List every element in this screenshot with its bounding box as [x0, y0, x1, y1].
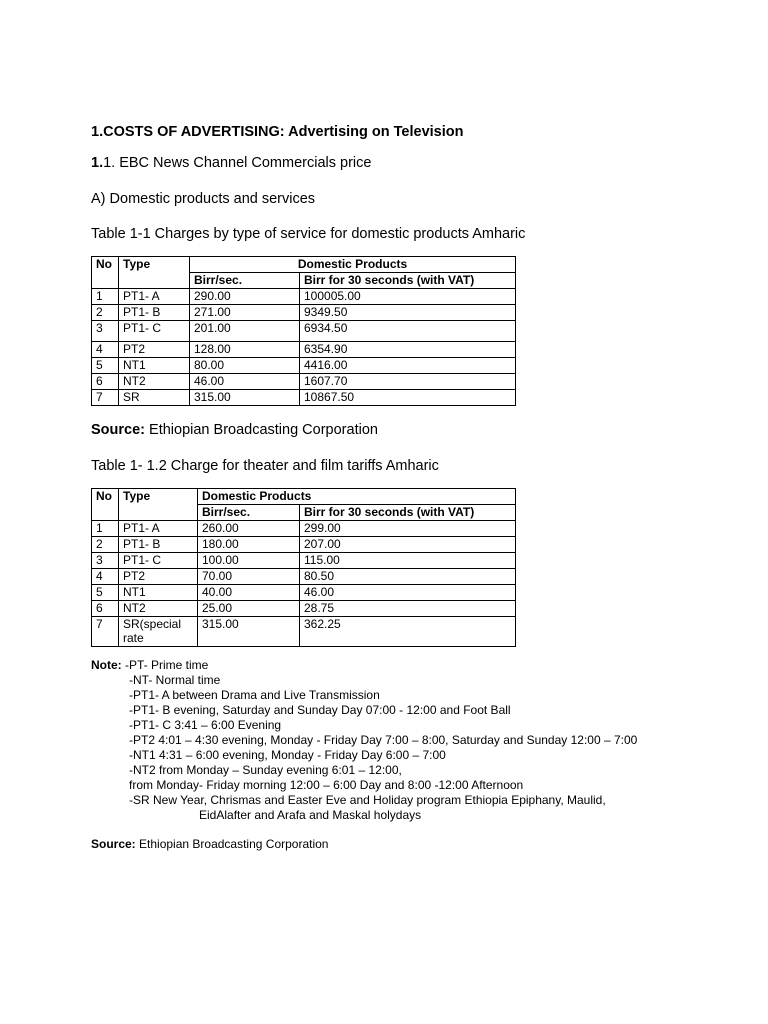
table-row — [92, 553, 516, 569]
source-2: Source: Ethiopian Broadcasting Corporation — [91, 837, 329, 851]
cell-birr-sec: 315.00 — [190, 390, 300, 406]
note-line: -SR New Year, Chrismas and Easter Eve and Holiday program Ethiopia Epiphany, Maulid, — [129, 793, 606, 807]
cell-no: 6 — [92, 601, 119, 617]
cell-birr-30: 100005.00 — [300, 289, 516, 305]
cell-birr-30: 1607.70 — [300, 374, 516, 390]
cell-no: 4 — [92, 569, 119, 585]
cell-birr-sec: 260.00 — [198, 521, 300, 537]
table-row — [92, 374, 516, 390]
cell-type: SR(special rate — [119, 617, 198, 647]
cell-no: 4 — [92, 342, 119, 358]
table-row — [92, 569, 516, 585]
cell-no: 2 — [92, 305, 119, 321]
subheading: 1.1. EBC News Channel Commercials price — [91, 155, 372, 171]
table-row — [92, 289, 516, 305]
cell-birr-30: 28.75 — [300, 601, 516, 617]
table2-caption: Table 1- 1.2 Charge for theater and film tariffs Amharic — [91, 458, 439, 474]
table-row — [92, 617, 516, 647]
note-line: EidAlafter and Arafa and Maskal holydays — [199, 808, 422, 822]
table1-header-birr-30: Birr for 30 seconds (with VAT) — [300, 273, 516, 289]
cell-no: 3 — [92, 553, 119, 569]
cell-no: 7 — [92, 390, 119, 406]
cell-birr-30: 9349.50 — [300, 305, 516, 321]
source-1: Source: Ethiopian Broadcasting Corporation — [91, 422, 378, 438]
cell-no: 7 — [92, 617, 119, 647]
table-row — [92, 521, 516, 537]
cell-birr-sec: 46.00 — [190, 374, 300, 390]
table2-header-no: No — [92, 489, 119, 521]
cell-no: 6 — [92, 374, 119, 390]
table2-header-group: Domestic Products — [198, 489, 516, 505]
cell-type: PT2 — [119, 569, 198, 585]
cell-birr-sec: 290.00 — [190, 289, 300, 305]
cell-type: NT1 — [119, 358, 190, 374]
table-row — [92, 358, 516, 374]
cell-type: PT2 — [119, 342, 190, 358]
table1-header-type: Type — [119, 257, 190, 289]
note-line: -PT1- C 3:41 – 6:00 Evening — [129, 718, 282, 732]
cell-birr-sec: 180.00 — [198, 537, 300, 553]
table-row — [92, 585, 516, 601]
cell-no: 5 — [92, 358, 119, 374]
table1-caption: Table 1-1 Charges by type of service for domestic products Amharic — [91, 226, 526, 242]
note-first-line: Note: -PT- Prime time — [91, 658, 209, 672]
cell-type: PT1- B — [119, 305, 190, 321]
cell-birr-30: 299.00 — [300, 521, 516, 537]
note-line: -NT2 from Monday – Sunday evening 6:01 – 12:00, — [129, 763, 402, 777]
table-row — [92, 305, 516, 321]
table2-header-birr-30: Birr for 30 seconds (with VAT) — [300, 505, 516, 521]
table2-header-type: Type — [119, 489, 198, 521]
table1-header-birr-sec: Birr/sec. — [190, 273, 300, 289]
cell-birr-30: 4416.00 — [300, 358, 516, 374]
cell-type: NT1 — [119, 585, 198, 601]
cell-birr-sec: 80.00 — [190, 358, 300, 374]
cell-birr-30: 80.50 — [300, 569, 516, 585]
cell-birr-sec: 100.00 — [198, 553, 300, 569]
cell-birr-sec: 70.00 — [198, 569, 300, 585]
table2 — [91, 488, 516, 647]
note-line: -NT- Normal time — [129, 673, 221, 687]
note-line: -PT1- B evening, Saturday and Sunday Day 07:00 - 12:00 and Foot Ball — [129, 703, 511, 717]
cell-birr-30: 6934.50 — [300, 321, 516, 342]
cell-type: PT1- A — [119, 289, 190, 305]
note-line: -PT1- A between Drama and Live Transmission — [129, 688, 380, 702]
cell-no: 1 — [92, 521, 119, 537]
cell-type: NT2 — [119, 374, 190, 390]
cell-birr-30: 362.25 — [300, 617, 516, 647]
cell-birr-sec: 201.00 — [190, 321, 300, 342]
cell-no: 3 — [92, 321, 119, 342]
note-line: -PT2 4:01 – 4:30 evening, Monday - Friday Day 7:00 – 8:00, Saturday and Sunday 12:00 – 7:00 — [129, 733, 638, 747]
cell-type: SR — [119, 390, 190, 406]
table-row — [92, 342, 516, 358]
table1-header-group: Domestic Products — [190, 257, 516, 273]
cell-birr-sec: 128.00 — [190, 342, 300, 358]
table2-header-birr-sec: Birr/sec. — [198, 505, 300, 521]
cell-type: PT1- A — [119, 521, 198, 537]
cell-birr-sec: 315.00 — [198, 617, 300, 647]
table-row — [92, 601, 516, 617]
cell-birr-sec: 25.00 — [198, 601, 300, 617]
cell-birr-sec: 271.00 — [190, 305, 300, 321]
cell-no: 5 — [92, 585, 119, 601]
cell-type: PT1- B — [119, 537, 198, 553]
cell-birr-30: 207.00 — [300, 537, 516, 553]
table-row — [92, 390, 516, 406]
section-a-heading: A) Domestic products and services — [91, 191, 316, 207]
note-line: -NT1 4:31 – 6:00 evening, Monday - Friday Day 6:00 – 7:00 — [129, 748, 446, 762]
table1 — [91, 256, 516, 406]
table-row — [92, 537, 516, 553]
cell-type: PT1- C — [119, 553, 198, 569]
cell-type: PT1- C — [119, 321, 190, 342]
cell-birr-30: 46.00 — [300, 585, 516, 601]
cell-birr-sec: 40.00 — [198, 585, 300, 601]
cell-birr-30: 115.00 — [300, 553, 516, 569]
cell-type: NT2 — [119, 601, 198, 617]
note-line: from Monday- Friday morning 12:00 – 6:00 Day and 8:00 -12:00 Afternoon — [129, 778, 524, 792]
cell-no: 1 — [92, 289, 119, 305]
cell-birr-30: 6354.90 — [300, 342, 516, 358]
page-title: 1.COSTS OF ADVERTISING: Advertising on Television — [91, 124, 464, 140]
cell-birr-30: 10867.50 — [300, 390, 516, 406]
table-row — [92, 321, 516, 342]
table1-header-no: No — [92, 257, 119, 289]
cell-no: 2 — [92, 537, 119, 553]
